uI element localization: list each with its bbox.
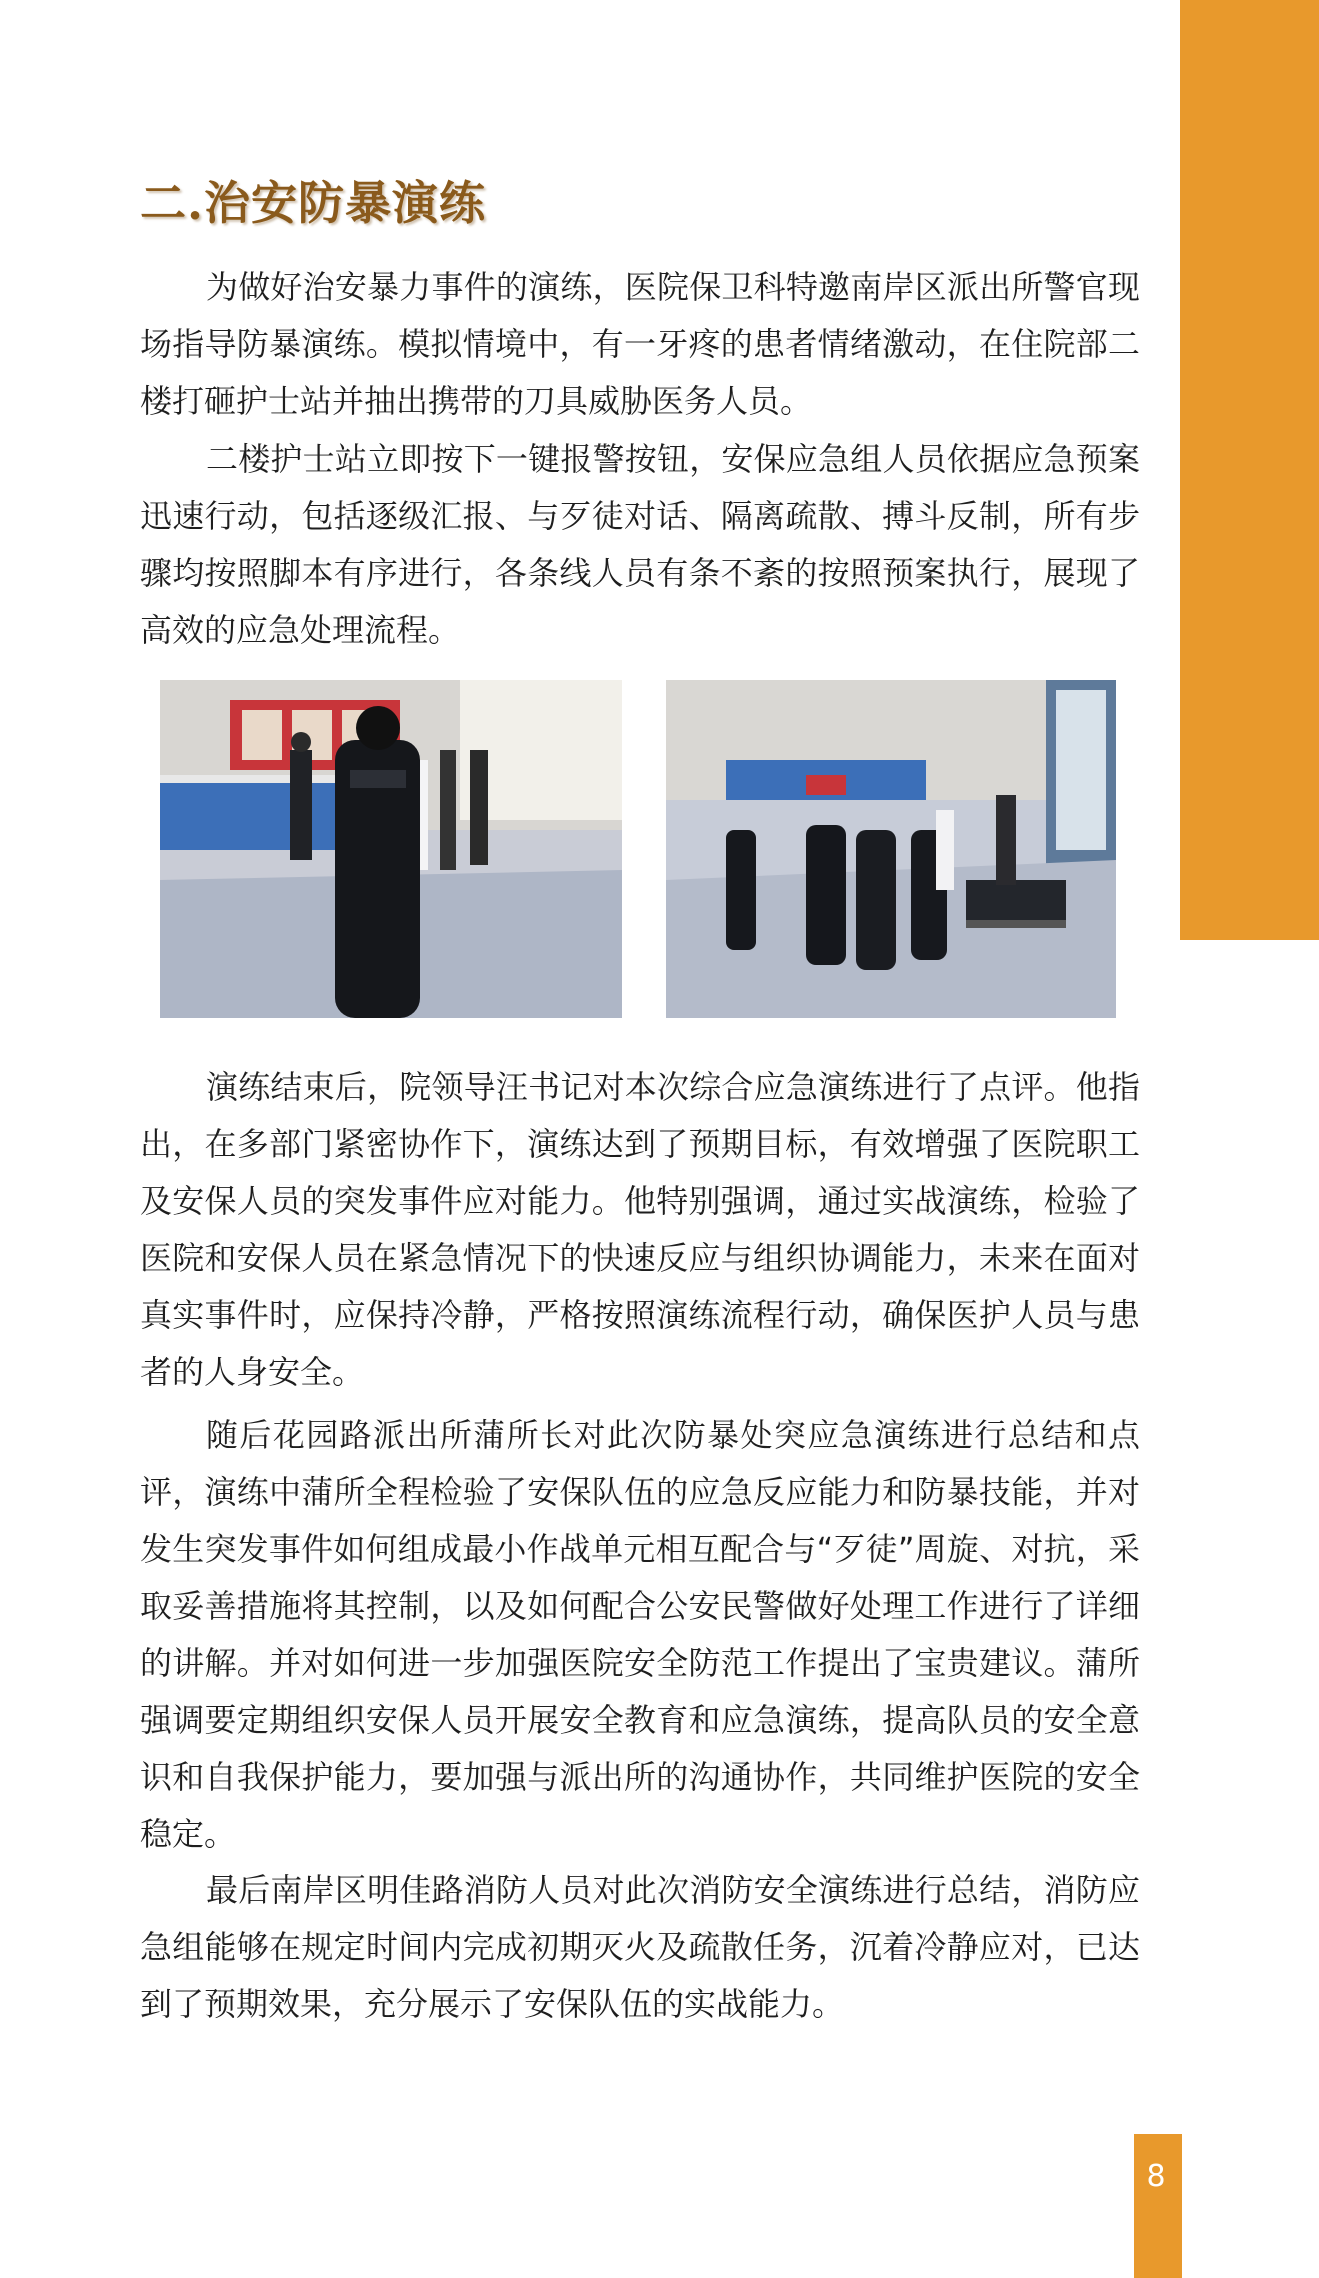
- paragraph-1: 为做好治安暴力事件的演练，医院保卫科特邀南岸区派出所警官现场指导防暴演练。模拟情境中，有一牙疼的患者情绪激动，在住院部二楼打砸护士站并抽出携带的刀具威胁医务人员。: [140, 268, 1140, 420]
- paragraph-4: 随后花园路派出所蒲所长对此次防暴处突应急演练进行总结和点评，演练中蒲所全程检验了安保队伍的应急反应能力和防暴技能，并对发生突发事件如何组成最小作战单元相互配合与“歹徒”周旋、对抗，采取妥善措施将其控制，以及如何配合公安民警做好处理工作进行了详细的讲解。并对如何进一步加强医院安全防范工作提出了宝贵建议。蒲所强调要定期组织安保人员开展安全教育和应急演练，提高队员的安全意识和自我保护能力，要加强与派出所的沟通协作，共同维护医院的安全稳定。: [140, 1416, 1140, 1853]
- paragraph-5: 最后南岸区明佳路消防人员对此次消防安全演练进行总结，消防应急组能够在规定时间内完成初期灭火及疏散任务，沉着冷静应对，已达到了预期效果，充分展示了安保队伍的实战能力。: [140, 1871, 1140, 2023]
- drill-photo-restraint: [666, 680, 1116, 1018]
- page-number-tab: [1134, 2134, 1182, 2278]
- orange-side-bar: [1180, 0, 1319, 940]
- page-number: 8: [1146, 2159, 1166, 2194]
- drill-photo-lobby: [160, 680, 622, 1018]
- section-title: 二.治安防暴演练: [140, 176, 487, 230]
- paragraph-2: 二楼护士站立即按下一键报警按钮，安保应急组人员依据应急预案迅速行动，包括逐级汇报、与歹徒对话、隔离疏散、搏斗反制，所有步骤均按照脚本有序进行，各条线人员有条不紊的按照预案执行，展现了高效的应急处理流程。: [140, 440, 1140, 649]
- paragraph-3: 演练结束后，院领导汪书记对本次综合应急演练进行了点评。他指出，在多部门紧密协作下，演练达到了预期目标，有效增强了医院职工及安保人员的突发事件应对能力。他特别强调，通过实战演练，检验了医院和安保人员在紧急情况下的快速反应与组织协调能力，未来在面对真实事件时，应保持冷静，严格按照演练流程行动，确保医护人员与患者的人身安全。: [140, 1068, 1140, 1391]
